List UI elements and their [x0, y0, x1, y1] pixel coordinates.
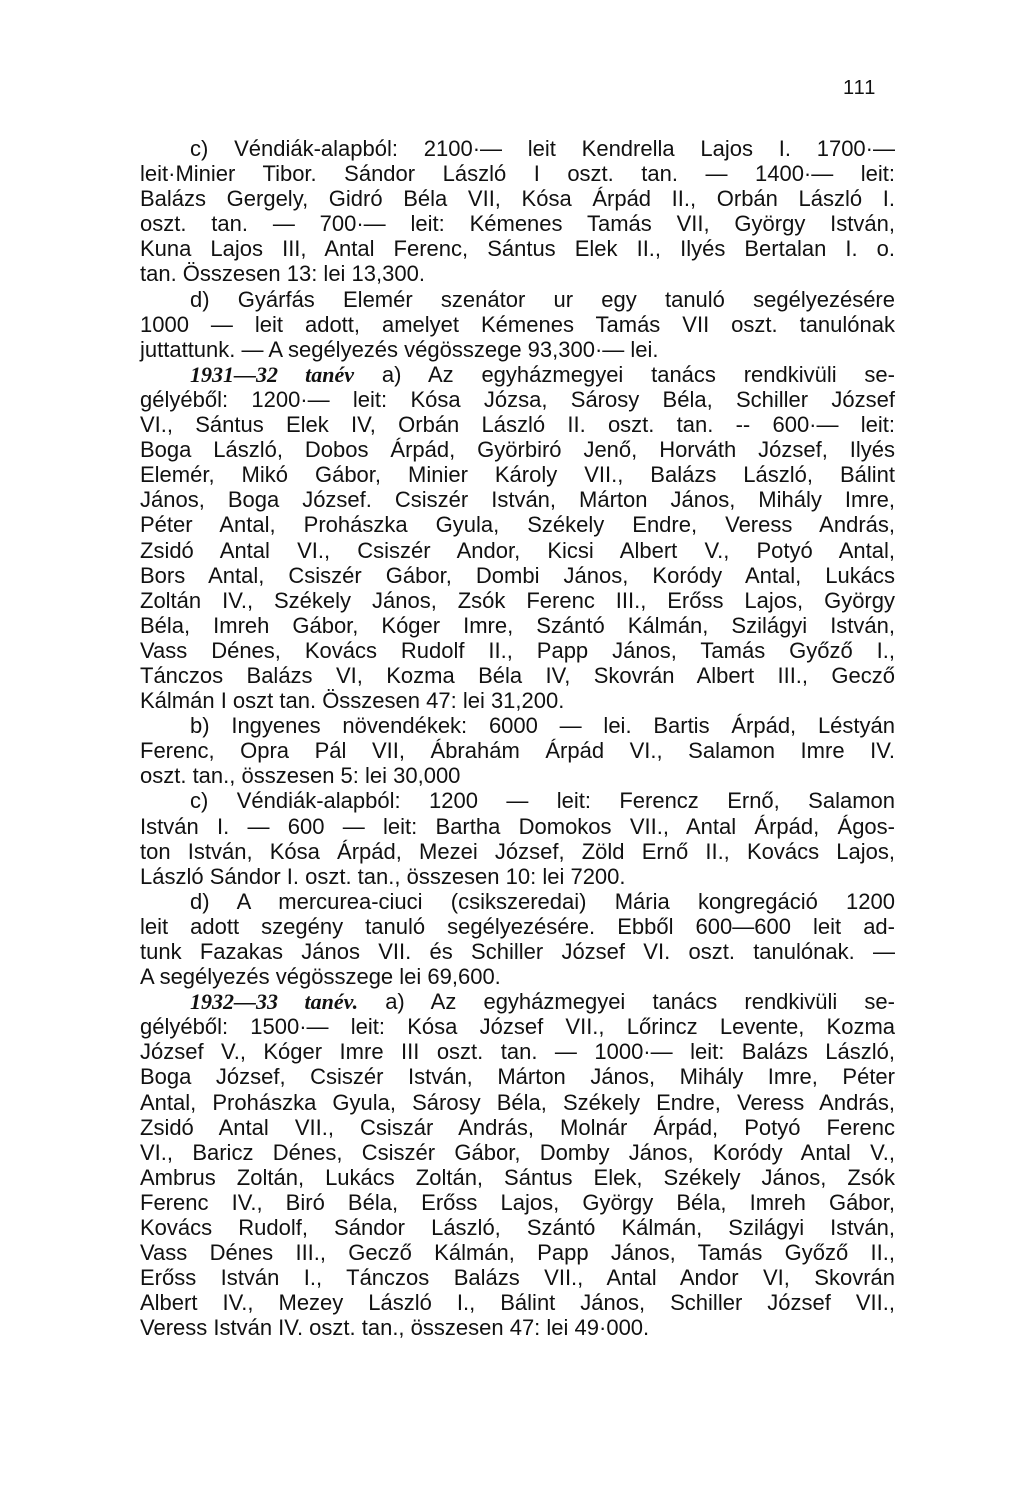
line-text: Kovács Rudolf, Sándor László, Szántó Kálmán, Szilágyi István, [140, 1215, 895, 1241]
line-text: József V., Kóger Imre III oszt. tan. — 1000·— leit: Balázs László, [140, 1039, 895, 1065]
line-text: László Sándor I. oszt. tan., összesen 10: lei 7200. [140, 863, 626, 889]
line-text: gélyéből: 1500·— leit: Kósa József VII., Lőrincz Levente, Kozma [140, 1014, 895, 1040]
line-text: c) Véndiák-alapból: 2100·— leit Kendrella Lajos I. 1700·— [190, 136, 895, 161]
line-text: gélyéből: 1200·— leit: Kósa Józsa, Sárosy Béla, Schiller József [140, 386, 895, 412]
text-line [140, 613, 895, 638]
text-line [140, 337, 895, 362]
line-text: ton István, Kósa Árpád, Mezei József, Zöld Ernő II., Kovács Lajos, [140, 838, 895, 864]
text-line [140, 287, 895, 312]
text-line [140, 512, 895, 537]
text-line [140, 1039, 895, 1064]
text-line [140, 939, 895, 964]
text-line [140, 914, 895, 939]
line-text: Ferenc IV., Biró Béla, Erőss Lajos, György Béla, Imreh Gábor, [140, 1189, 895, 1215]
school-year-heading: 1931—32 tanév [190, 361, 355, 387]
text-line [140, 437, 895, 462]
line-text: Erőss István I., Tánczos Balázs VII., Antal Andor VI, Skovrán [140, 1265, 895, 1291]
line-text: Péter Antal, Prohászka Gyula, Székely Endre, Veress András, [140, 512, 895, 538]
line-text: b) Ingyenes növendékek: 6000 — lei. Bartis Árpád, Léstyán [190, 713, 895, 739]
line-text: János, Boga József. Csiszér István, Márton János, Mihály Imre, [140, 487, 895, 513]
line-text: Zsidó Antal VI., Csiszér Andor, Kicsi Albert V., Potyó Antal, [140, 537, 895, 563]
line-text: Béla, Imreh Gábor, Kóger Imre, Szántó Kálmán, Szilágyi István, [140, 612, 895, 638]
text-line [140, 713, 895, 738]
line-text: VI., Baricz Dénes, Csiszér Gábor, Domby János, Koródy Antal V., [140, 1139, 895, 1165]
text-line [140, 487, 895, 512]
text-line [140, 964, 895, 989]
line-text: Elemér, Mikó Gábor, Minier Károly VII., Balázs László, Bálint [140, 462, 895, 488]
line-text: Albert IV., Mezey László I., Bálint János, Schiller József VII., [140, 1290, 895, 1316]
text-line [140, 688, 895, 713]
text-line [140, 663, 895, 688]
text-line [140, 889, 895, 914]
page-number: 111 [843, 77, 877, 99]
text-line [140, 236, 895, 261]
text-line [140, 1014, 895, 1039]
line-text: leit adott szegény tanuló segélyezésére. Ebből 600—600 leit ad- [140, 913, 895, 939]
line-text: oszt. tan. — 700·— leit: Kémenes Tamás VII, György István, [140, 211, 895, 237]
line-text: István I. — 600 — leit: Bartha Domokos VII., Antal Árpád, Ágos- [140, 813, 895, 839]
line-text: d) Gyárfás Elemér szenátor ur egy tanuló segélyezésére [190, 286, 895, 312]
text-line [140, 1240, 895, 1265]
line-text: Veress István IV. oszt. tan., összesen 47: lei 49·000. [140, 1315, 650, 1341]
text-line [140, 261, 895, 286]
text-line [140, 814, 895, 839]
text-line [140, 839, 895, 864]
line-text: 1000 — leit adott, amelyet Kémenes Tamás VII oszt. tanulónak [140, 311, 895, 337]
text-line [140, 1090, 895, 1115]
line-text: Vass Dénes III., Gecző Kálmán, Papp János, Tamás Győző II., [140, 1240, 895, 1266]
text-line [140, 588, 895, 613]
line-text: Vass Dénes, Kovács Rudolf II., Papp János, Tamás Győző I., [140, 637, 895, 663]
text-line [140, 1165, 895, 1190]
text-line [140, 864, 895, 889]
line-text: Zoltán IV., Székely János, Zsók Ferenc III., Erőss Lajos, György [140, 587, 895, 613]
text-line [140, 1315, 895, 1340]
text-line [140, 1290, 895, 1315]
line-text: a) Az egyházmegyei tanács rendkivüli se- [354, 361, 895, 387]
text-line [140, 211, 895, 236]
text-line [140, 563, 895, 588]
line-text: tan. Összesen 13: lei 13,300. [140, 261, 425, 287]
line-text: leit·Minier Tibor. Sándor László I oszt. tan. — 1400·— leit: [140, 161, 895, 187]
section-heading-line [140, 989, 895, 1014]
text-line [140, 1190, 895, 1215]
text-line [140, 1265, 895, 1290]
text-line [140, 1215, 895, 1240]
line-text: Ambrus Zoltán, Lukács Zoltán, Sántus Elek, Székely János, Zsók [140, 1164, 895, 1190]
text-line [140, 638, 895, 663]
text-line [140, 412, 895, 437]
text-line [140, 538, 895, 563]
text-line [140, 1115, 895, 1140]
line-text: d) A mercurea-ciuci (csikszeredai) Mária kongregáció 1200 [190, 888, 895, 914]
line-text: Zsidó Antal VII., Csiszár András, Molnár Árpád, Potyó Ferenc [140, 1114, 895, 1140]
line-text: Kuna Lajos III, Antal Ferenc, Sántus Elek II., Ilyés Bertalan I. o. [140, 236, 895, 262]
line-text: Boga József, Csiszér István, Márton János, Mihály Imre, Péter [140, 1064, 895, 1090]
text-line [140, 1140, 895, 1165]
body-text [140, 136, 895, 1341]
text-line [140, 1064, 895, 1089]
line-text: Antal, Prohászka Gyula, Sárosy Béla, Székely Endre, Veress András, [140, 1089, 895, 1115]
text-line [140, 763, 895, 788]
text-line [140, 738, 895, 763]
line-text: juttattunk. — A segélyezés végösszege 93,300·— lei. [140, 336, 659, 362]
school-year-heading: 1932—33 tanév. [190, 989, 359, 1015]
line-text: Bors Antal, Csiszér Gábor, Dombi János, Koródy Antal, Lukács [140, 562, 895, 588]
text-line [140, 387, 895, 412]
line-text: VI., Sántus Elek IV, Orbán László II. oszt. tan. -- 600·— leit: [140, 412, 895, 438]
line-text: Balázs Gergely, Gidró Béla VII, Kósa Árpád II., Orbán László I. [140, 186, 895, 212]
text-line [140, 136, 895, 161]
text-line [140, 788, 895, 813]
line-text: oszt. tan., összesen 5: lei 30,000 [140, 763, 461, 789]
line-text: Kálmán I oszt tan. Összesen 47: lei 31,200. [140, 688, 565, 714]
line-text: Boga László, Dobos Árpád, Györbiró Jenő, Horváth József, Ilyés [140, 437, 895, 463]
text-line [140, 312, 895, 337]
text-line [140, 186, 895, 211]
text-line [140, 161, 895, 186]
line-text: a) Az egyházmegyei tanács rendkivüli se- [358, 989, 895, 1015]
line-text: c) Véndiák-alapból: 1200 — leit: Ferencz Ernő, Salamon [190, 788, 895, 814]
line-text: tunk Fazakas János VII. és Schiller József VI. oszt. tanulónak. — [140, 939, 895, 964]
text-line [140, 462, 895, 487]
line-text: Ferenc, Opra Pál VII, Ábrahám Árpád VI., Salamon Imre IV. [140, 738, 895, 764]
section-heading-line [140, 362, 895, 387]
line-text: Tánczos Balázs VI, Kozma Béla IV, Skovrán Albert III., Gecző [140, 662, 895, 688]
line-text: A segélyezés végösszege lei 69,600. [140, 964, 501, 990]
